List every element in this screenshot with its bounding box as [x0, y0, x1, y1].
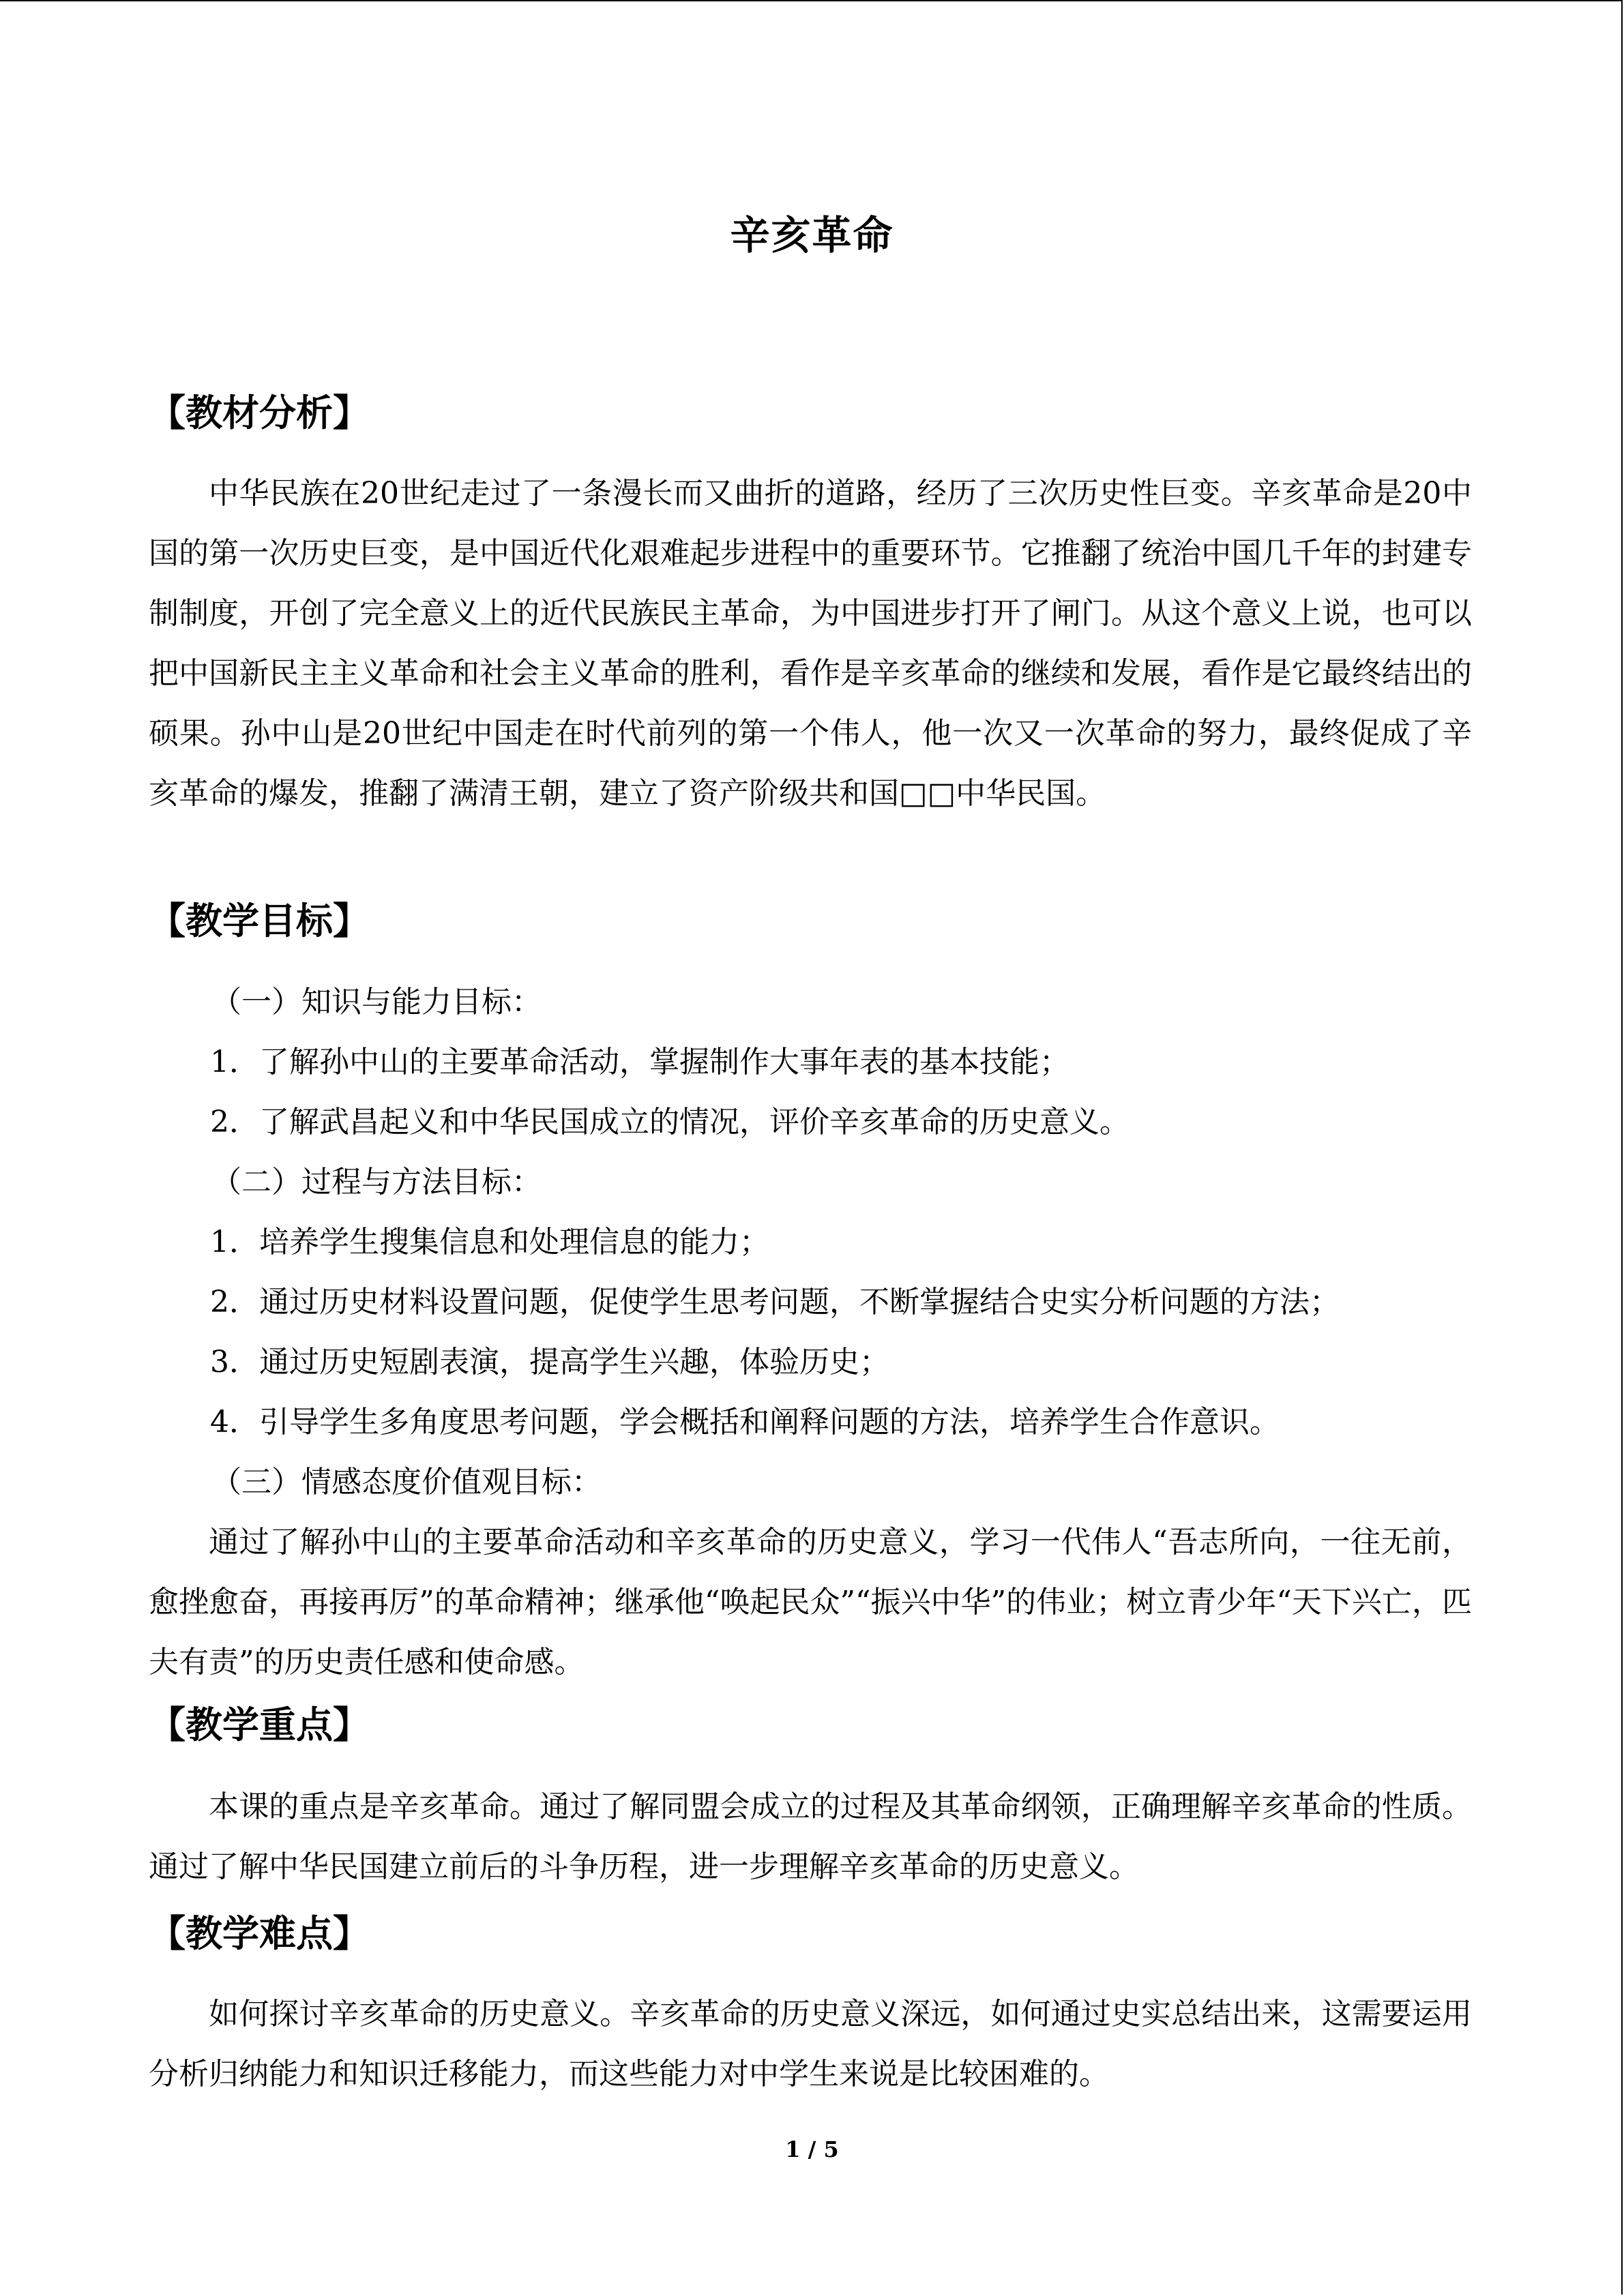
paragraph-difficulties: 如何探讨辛亥革命的历史意义。辛亥革命的历史意义深远，如何通过史实总结出来，这需要运用分析归纳能力和知识迁移能力，而这些能力对中学生来说是比较困难的。	[149, 1997, 1472, 2091]
list-item-process-2: 2．通过历史材料设置问题，促使学生思考问题，不断掌握结合史实分析问题的方法；	[210, 1285, 1340, 1320]
page-number: 1 / 5	[785, 2136, 839, 2162]
paragraph-analysis: 中华民族在20世纪走过了一条漫长而又曲折的道路，经历了三次历史性巨变。辛亥革命是20中国的第一次历史巨变，是中国近代化艰难起步进程中的重要环节。它推翻了统治中国几千年的封建专制制度，开创了完全意义上的近代民族民主革命，为中国进步打开了闸门。从这个意义上说，也可以把中国新民主主义革命和社会主义革命的胜利，看作是辛亥革命的继续和发展，看作是它最终结出的硕果。孙中山是20世纪中国走在时代前列的第一个伟人，他一次又一次革命的努力，最终促成了辛亥革命的爆发，推翻了满清王朝，建立了资产阶级共和国□□中华民国。	[149, 476, 1472, 811]
heading-objectives: 【教学目标】	[149, 899, 370, 942]
paragraph-key-points: 本课的重点是辛亥革命。通过了解同盟会成立的过程及其革命纲领，正确理解辛亥革命的性质。通过了解中华民国建立前后的斗争历程，进一步理解辛亥革命的历史意义。	[149, 1789, 1472, 1884]
document-title: 辛亥革命	[730, 212, 894, 258]
list-item-process-4: 4．引导学生多角度思考问题，学会概括和阐释问题的方法，培养学生合作意识。	[210, 1405, 1280, 1440]
heading-difficulties: 【教学难点】	[149, 1911, 370, 1955]
heading-analysis: 【教材分析】	[149, 391, 370, 434]
subheading-knowledge: （一）知识与能力目标：	[211, 985, 542, 1019]
heading-key-points: 【教学重点】	[149, 1703, 370, 1746]
subheading-process: （二）过程与方法目标：	[211, 1165, 542, 1199]
subheading-emotion: （三）情感态度价值观目标：	[211, 1465, 602, 1500]
list-item-process-3: 3．通过历史短剧表演，提高学生兴趣，体验历史；	[210, 1345, 889, 1380]
list-item-knowledge-1: 1．了解孙中山的主要革命活动，掌握制作大事年表的基本技能；	[210, 1045, 1069, 1079]
list-item-process-1: 1．培养学生搜集信息和处理信息的能力；	[210, 1225, 769, 1259]
paragraph-emotion: 通过了解孙中山的主要革命活动和辛亥革命的历史意义，学习一代伟人“吾志所向，一往无前，愈挫愈奋，再接再厉”的革命精神；继承他“唤起民众”“振兴中华”的伟业；树立青少年“天下兴亡，匹夫有责”的历史责任感和使命感。	[149, 1525, 1472, 1680]
list-item-knowledge-2: 2．了解武昌起义和中华民国成立的情况，评价辛亥革命的历史意义。	[210, 1105, 1130, 1139]
